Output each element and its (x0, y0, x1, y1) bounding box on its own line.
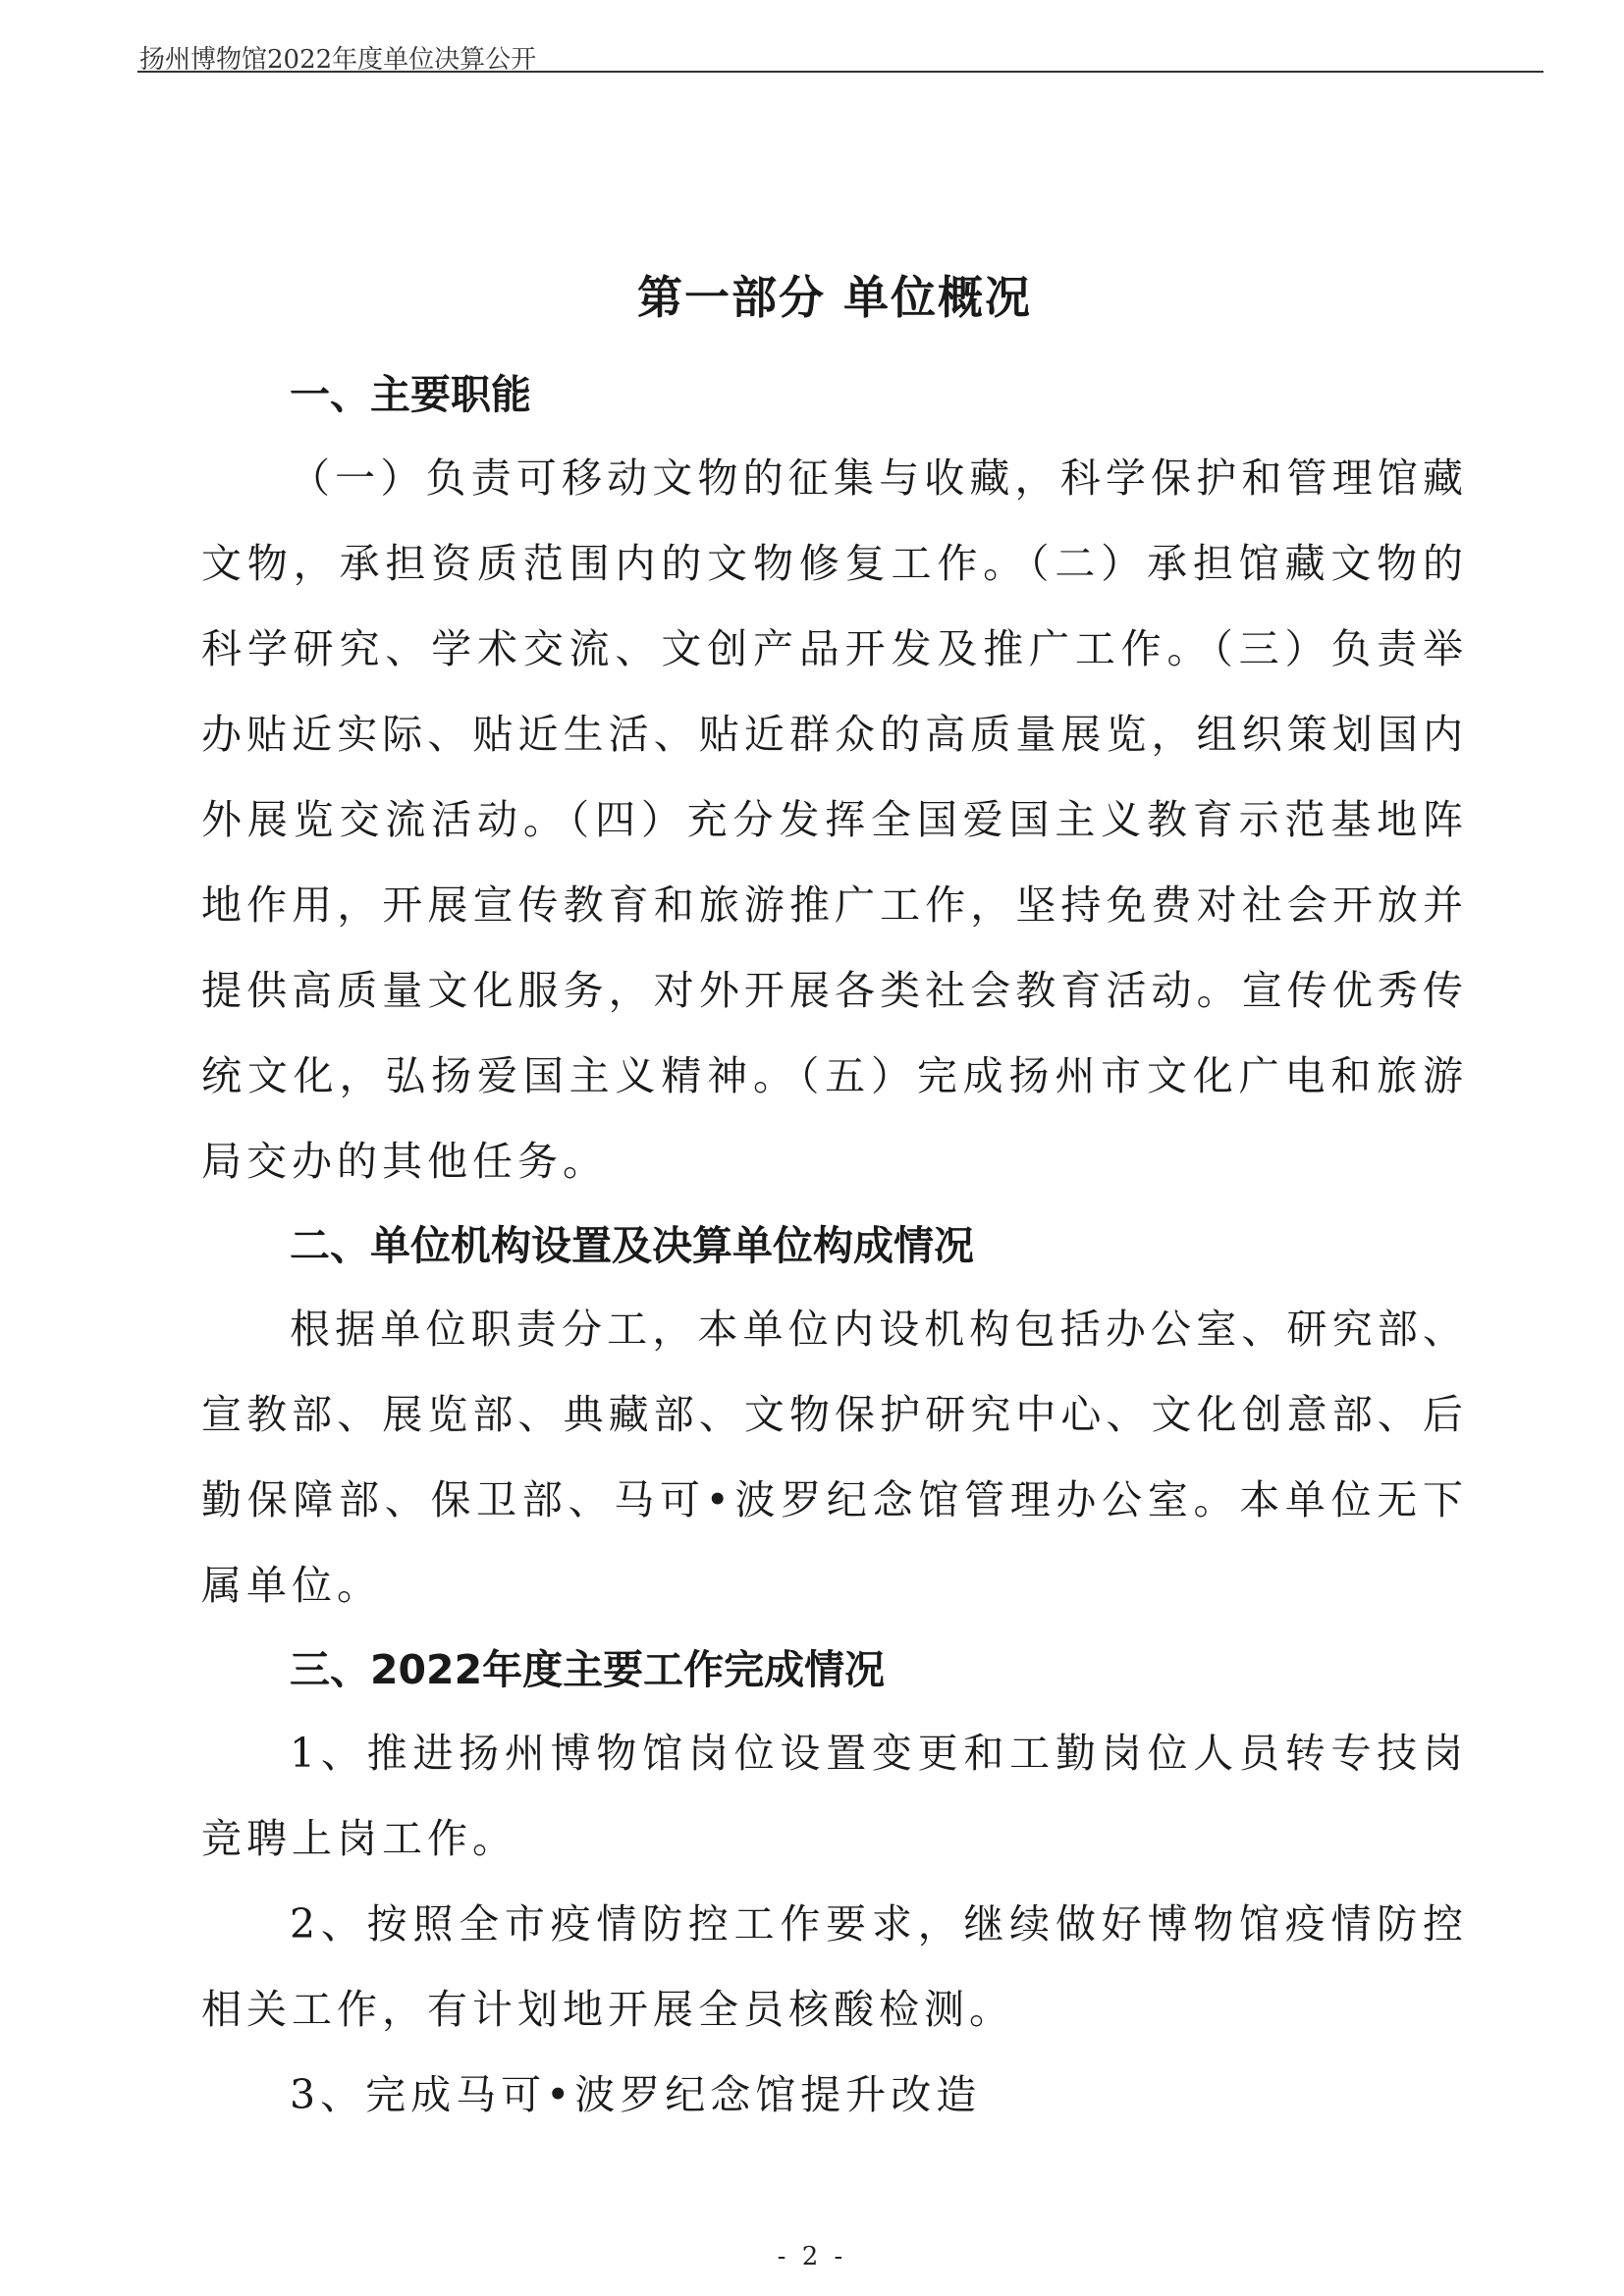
section-work-completion (201, 1629, 1468, 2138)
section-heading: 一、主要职能 (290, 371, 531, 418)
paragraph: （一）负责可移动文物的征集与收藏，科学保护和管理馆藏文物，承担资质范围内的文物修复工作。（二）承担馆藏文物的科学研究、学术交流、文创产品开发及推广工作。（三）负责举办贴近实际、贴近生活、贴近群众的高质量展览，组织策划国内外展览交流活动。（四）充分发挥全国爱国主义教育示范基地阵地作用，开展宣传教育和旅游推广工作，坚持免费对社会开放并提供高质量文化服务，对外开展各类社会教育活动。宣传优秀传统文化，弘扬爱国主义精神。（五）完成扬州市文化广电和旅游局交办的其他任务。 (201, 454, 1468, 1185)
part-title: 第一部分 单位概况 (636, 271, 1032, 324)
list-item: 2、按照全市疫情防控工作要求，继续做好博物馆疫情防控相关工作，有计划地开展全员核酸检测。 (201, 1900, 1468, 2033)
page-header (137, 35, 1543, 73)
section-heading: 三、2022年度主要工作完成情况 (290, 1646, 886, 1693)
page-number: - 2 - (777, 2242, 847, 2271)
list-item: 1、推进扬州博物馆岗位设置变更和工勤岗位人员转专技岗竞聘上岗工作。 (201, 1730, 1468, 1862)
section-organization (201, 1204, 1468, 1629)
header-title: 扬州博物馆2022年度单位决算公开 (139, 45, 537, 75)
section-heading: 二、单位机构设置及决算单位构成情况 (290, 1222, 974, 1269)
document-body (201, 253, 1468, 2138)
paragraph: 根据单位职责分工，本单位内设机构包括办公室、研究部、宣教部、展览部、典藏部、文物保护研究中心、文化创意部、后勤保障部、保卫部、马可•波罗纪念馆管理办公室。本单位无下属单位。 (201, 1306, 1468, 1609)
list-item: 3、完成马可•波罗纪念馆提升改造 (290, 2071, 982, 2118)
section-main-functions (201, 353, 1468, 1204)
